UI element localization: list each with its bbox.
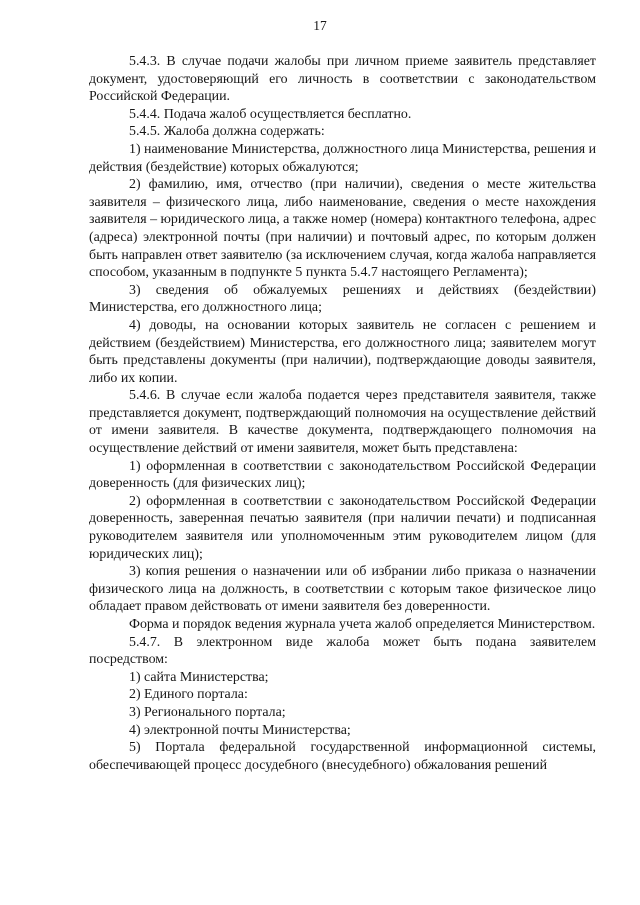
paragraph-5-4-4: 5.4.4. Подача жалоб осуществляется бесплатно. (129, 106, 412, 122)
list-item-5-4-7-2: 2) Единого портала: (129, 687, 248, 703)
list-item-5-4-7-1: 1) сайта Министерства; (129, 669, 269, 685)
paragraph-5-4-6: 5.4.6. В случае если жалоба подается через представителя заявителя, также представляется документ, подтверждающий полномочия на осуществление действий от имени заявителя. В качестве документа, подтверждающего полномочия на осуществление действий от имени заявителя, может быть представлена: (89, 388, 596, 457)
list-item-5-4-5-3: 3) сведения об обжалуемых решениях и действиях (бездействии) Министерства, его должностного лица; (89, 282, 596, 316)
paragraph-5-4-3: 5.4.3. В случае подачи жалобы при личном приеме заявитель представляет документ, удостоверяющий его личность в соответствии с законодательством Российской Федерации. (89, 54, 596, 105)
paragraph-journal-form: Форма и порядок ведения журнала учета жалоб определяется Министерством. (129, 617, 596, 632)
list-item-5-4-7-4: 4) электронной почты Министерства; (129, 722, 351, 738)
paragraph-5-4-5: 5.4.5. Жалоба должна содержать: (129, 124, 325, 140)
list-item-5-4-5-4: 4) доводы, на основании которых заявитель не согласен с решением и действием (бездействием) Министерства, его должностного лица; заявителем могут быть представлены документы (при наличии), подтверждающие доводы заявителя, либо их копии. (89, 317, 596, 386)
paragraph-5-4-7: 5.4.7. В электронном виде жалоба может быть подана заявителем посредством: (89, 634, 596, 668)
list-item-5-4-5-2: 2) фамилию, имя, отчество (при наличии), сведения о месте жительства заявителя – физического лица, либо наименование, сведения о месте нахождения заявителя – юридического лица, а также номер (номера) контактного телефона, адрес (адреса) электронной почты (при наличии) и почтовый адрес, по которым должен быть направлен ответ заявителю (за исключением случая, когда жалоба направляется способом, указанным в подпункте 5 пункта 5.4.7 настоящего Регламента); (89, 177, 596, 281)
list-item-5-4-7-5: 5) Портала федеральной государственной информационной системы, обеспечивающей процесс досудебного (внесудебного) обжалования решений (89, 740, 596, 773)
document-body (89, 53, 596, 774)
page-number: 17 (313, 18, 327, 33)
list-item-5-4-7-3: 3) Регионального портала; (129, 704, 286, 720)
list-item-5-4-6-3: 3) копия решения о назначении или об избрании либо приказа о назначении физического лица на должность, в соответствии с которым такое физическое лицо обладает правом действовать от имени заявителя без доверенности. (89, 564, 596, 615)
list-item-5-4-6-2: 2) оформленная в соответствии с законодательством Российской Федерации доверенность, заверенная печатью заявителя (при наличии печати) и подписанная руководителем заявителя или уполномоченным этим руководителем лицом (для юридических лиц); (89, 493, 596, 562)
list-item-5-4-6-1: 1) оформленная в соответствии с законодательством Российской Федерации доверенность (для физических лиц); (89, 458, 596, 492)
list-item-5-4-5-1: 1) наименование Министерства, должностного лица Министерства, решения и действия (бездействие) которых обжалуются; (89, 141, 596, 175)
